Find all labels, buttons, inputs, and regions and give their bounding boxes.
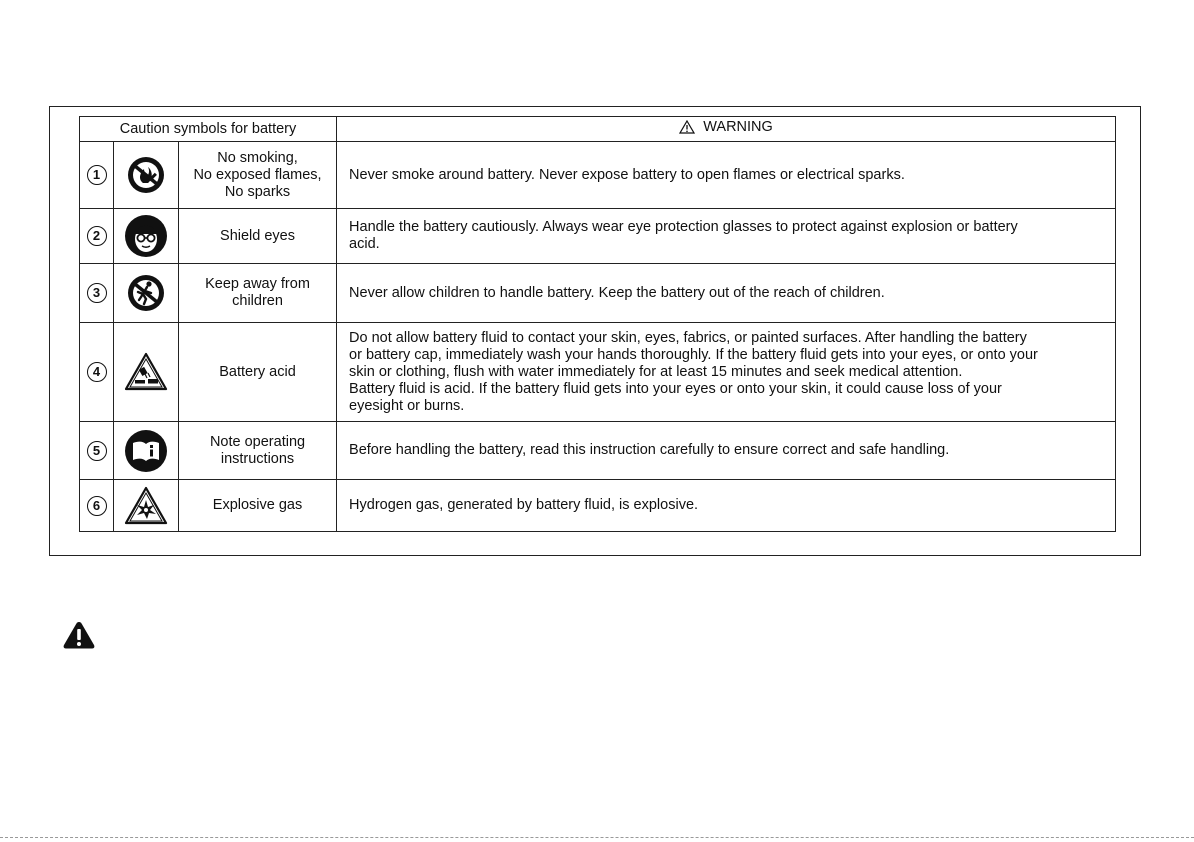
row-number xyxy=(80,142,114,209)
header-left-text: Caution symbols for battery xyxy=(119,120,297,137)
row-number-text: 6 xyxy=(87,496,107,516)
warning-text: Before handling the battery, read this instruction carefully to ensure correct and safe handling. xyxy=(337,422,1116,480)
alert-triangle-icon xyxy=(62,620,96,650)
table-row xyxy=(80,480,1116,532)
table-row xyxy=(80,209,1116,264)
battery-acid-icon xyxy=(124,352,168,392)
row-number xyxy=(80,209,114,264)
warning-triangle-icon xyxy=(679,120,695,134)
symbol-label: No smoking, No exposed flames, No sparks xyxy=(179,142,337,209)
symbol-label: Shield eyes xyxy=(179,209,337,264)
symbol-label: Note operating instructions xyxy=(179,422,337,480)
operating-instructions-icon xyxy=(124,429,168,473)
row-number-text: 3 xyxy=(87,283,107,303)
page-footer-rule xyxy=(0,837,1194,838)
warning-text: Hydrogen gas, generated by battery fluid, is explosive. xyxy=(337,480,1116,532)
table-row xyxy=(80,264,1116,323)
row-number xyxy=(80,480,114,532)
warning-text: Never allow children to handle battery. Keep the battery out of the reach of children. xyxy=(337,264,1116,323)
keep-away-children-icon xyxy=(126,273,166,313)
row-number-text: 4 xyxy=(87,362,107,382)
header-row xyxy=(80,117,1116,142)
row-number xyxy=(80,264,114,323)
table-row xyxy=(80,323,1116,422)
warning-header xyxy=(337,117,1116,142)
warning-text: Handle the battery cautiously. Always wear eye protection glasses to protect against explosion or battery acid. xyxy=(337,209,1116,264)
header-right-text: WARNING xyxy=(703,118,773,135)
table-row xyxy=(80,422,1116,480)
symbol-cell xyxy=(114,480,179,532)
table-row xyxy=(80,142,1116,209)
caution-table xyxy=(79,116,1116,532)
warning-text: Do not allow battery fluid to contact your skin, eyes, fabrics, or painted surfaces. After handling the battery or battery cap, immediately wash your hands thoroughly. If the battery fluid gets into your eyes, or onto your skin or clothing, flush with water immediately for at least 15 minutes and seek medical attention. Battery fluid is acid. If the battery fluid gets into your eyes or onto your skin, it could cause loss of your eyesight or burns. xyxy=(337,323,1116,422)
symbol-cell xyxy=(114,142,179,209)
row-number-text: 2 xyxy=(87,226,107,246)
row-number xyxy=(80,422,114,480)
symbol-cell xyxy=(114,422,179,480)
shield-eyes-icon xyxy=(124,214,168,258)
symbol-label: Battery acid xyxy=(179,323,337,422)
symbol-cell xyxy=(114,264,179,323)
symbol-cell xyxy=(114,209,179,264)
warning-text: Never smoke around battery. Never expose battery to open flames or electrical sparks. xyxy=(337,142,1116,209)
row-number xyxy=(80,323,114,422)
row-number-text: 1 xyxy=(87,165,107,185)
symbol-label: Keep away from children xyxy=(179,264,337,323)
symbol-cell xyxy=(114,323,179,422)
symbol-label: Explosive gas xyxy=(179,480,337,532)
caution-symbols-header xyxy=(80,117,337,142)
explosive-gas-icon xyxy=(124,486,168,526)
no-smoking-icon xyxy=(126,155,166,195)
row-number-text: 5 xyxy=(87,441,107,461)
